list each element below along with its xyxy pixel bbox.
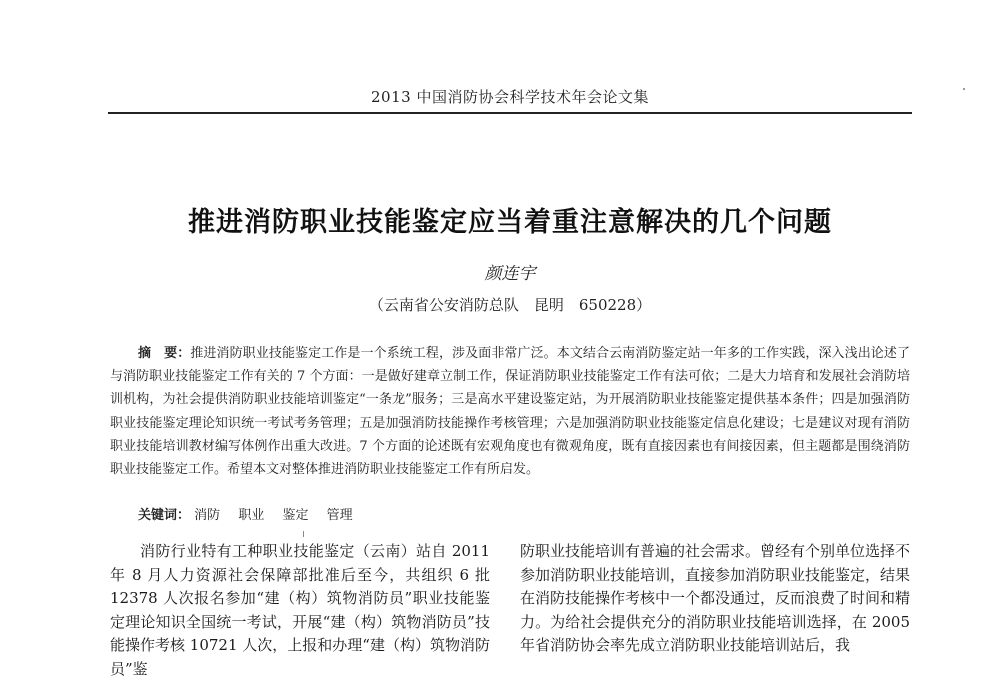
author-name: 颜连宇 — [484, 264, 536, 284]
running-header: 2013 中国消防协会科学技术年会论文集 — [371, 88, 649, 106]
keywords — [138, 504, 367, 523]
abstract-label: 摘 要： — [138, 346, 191, 361]
keyword: 管理 — [326, 508, 353, 523]
author-affiliation: （云南省公安消防总队 昆明 650228） — [368, 296, 652, 314]
article-title: 推进消防职业技能鉴定应当着重注意解决的几个问题 — [188, 207, 832, 238]
body-left-column: 消防行业特有工种职业技能鉴定（云南）站自 2011 年 8 月人力资源社会保障部批准后至今，共组织 6 批 12378 人次报名参加“建（构）筑物消防员”职业技能鉴定理论知识全国统一考试，开展“建（构）筑物消防员”技能操作考核 10721 人次，上报和办理“建（构）筑物消防员”鉴 — [110, 542, 490, 678]
keyword: 鉴定 — [282, 508, 309, 523]
abstract — [110, 342, 910, 481]
keyword: 消防 — [194, 508, 221, 523]
abstract-text: 推进消防职业技能鉴定工作是一个系统工程，涉及面非常广泛。本文结合云南消防鉴定站一年多的工作实践，深入浅出论述了与消防职业技能鉴定工作有关的 7 个方面：一是做好建章立制工作，保证消防职业技能鉴定工作有法可依；二是大力培育和发展社会消防培训机构，为社会提供消防职业技能培训鉴定“一条龙”服务；三是高水平建设鉴定站，为开展消防职业技能鉴定提供基本条件；四是加强消防职业技能鉴定理论知识统一考试考务管理；五是加强消防技能操作考核管理；六是加强消防职业技能鉴定信息化建设；七是建议对现有消防职业技能培训教材编写体例作出重大改进。7 个方面的论述既有宏观角度也有微观角度，既有直接因素也有间接因素，但主题都是围绕消防职业技能鉴定工作。希望本文对整体推进消防职业技能鉴定工作有所启发。 — [110, 346, 910, 478]
keyword: 职业 — [238, 508, 265, 523]
body-right-column: 防职业技能培训有普遍的社会需求。曾经有个别单位选择不参加消防职业技能培训，直接参加消防职业技能鉴定，结果在消防技能操作考核中一个都没通过，反而浪费了时间和精力。为给社会提供充分的消防职业技能培训选择，在 2005 年省消防协会率先成立消防职业技能培训站后，我 — [520, 542, 911, 654]
header-rule — [108, 112, 912, 114]
scan-speck — [303, 531, 304, 537]
scan-speck — [963, 88, 965, 90]
keywords-label: 关键词： — [138, 508, 191, 523]
